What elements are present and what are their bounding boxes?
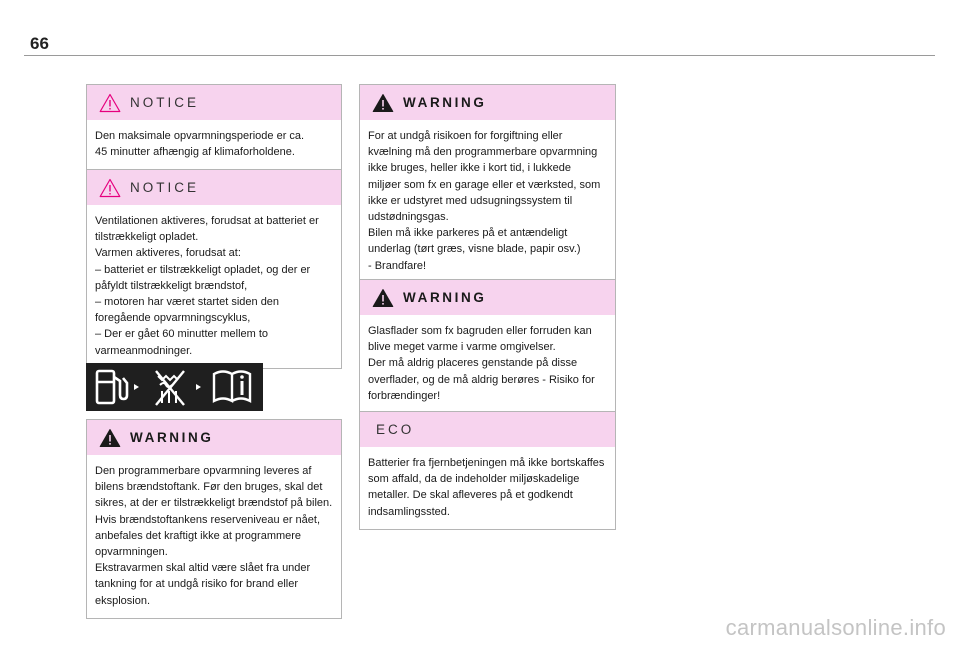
eco-header <box>360 412 615 447</box>
warning-text: Glasflader som fx bagruden eller forruden kan blive meget varme i varme omgivelser. Der må aldrig placeres genstande på disse overflader, og de må aldrig berøres - Risiko for forbrændinger! <box>368 325 595 402</box>
warning-header <box>87 420 341 455</box>
arrow-right-icon <box>134 384 139 390</box>
warning-box <box>86 419 342 619</box>
warning-text: For at undgå risikoen for forgiftning eller kvælning må den programmerbare opvarmning ikke bruges, heller ikke i kort tid, i lukkede miljøer som fx en garage eller et værksted, som ikke er udstyret med udsugningssystem til udstødningsgas. Bilen må ikke parkeres på et antændeligt underlag (tørt græs, visne blade, papir osv.) - Brandfare! <box>368 130 601 272</box>
notice-header <box>87 170 341 205</box>
warning-triangle-icon <box>372 288 394 308</box>
warning-text: Den programmerbare opvarmning leveres af bilens brændstoftank. Før den bruges, skal det sikres, at der er tilstrækkeligt brændstof på bilen. Hvis brændstoftankens reserveniveau er nået, anbefales det kraftigt ikke at programmere opvarmningen. Ekstravarmen skal altid være slået fra under tankning for at undgå risiko for brand eller eksplosion. <box>95 465 333 607</box>
eco-heading: ECO <box>376 422 415 437</box>
notice-warning-triangle-icon <box>99 178 121 198</box>
warning-box <box>359 84 616 284</box>
warning-header <box>360 280 615 315</box>
no-heating-icon <box>156 371 184 405</box>
notice-header <box>87 85 341 120</box>
notice-box <box>86 169 342 369</box>
notice-warning-triangle-icon <box>99 93 121 113</box>
notice-text: Den maksimale opvarmningsperiode er ca. 45 minutter afhængig af klimaforholdene. <box>95 130 305 159</box>
page-number: 66 <box>30 34 49 53</box>
warning-triangle-icon <box>372 93 394 113</box>
warning-heading: WARNING <box>403 290 487 305</box>
notice-box <box>86 84 342 170</box>
top-divider <box>24 55 935 56</box>
warning-triangle-icon <box>99 428 121 448</box>
warning-heading: WARNING <box>130 430 214 445</box>
warning-header <box>360 85 615 120</box>
eco-text: Batterier fra fjernbetjeningen må ikke bortskaffes som affald, da de indeholder miljøskadelige metaller. De skal afleveres på et godkendt indsamlingssted. <box>368 457 605 518</box>
warning-box <box>359 279 616 414</box>
notice-text: Ventilationen aktiveres, forudsat at batteriet er tilstrækkeligt opladet. Varmen aktiveres, forudsat at: – batteriet er tilstrækkeligt opladet, og der er påfyldt tilstrækkeligt brændstof, – motoren har været startet siden den foregående opvarmningscyklus, – Der er gået 60 minutter mellem to varmeanmodninger. <box>95 215 319 357</box>
notice-heading: NOTICE <box>130 180 200 195</box>
manual-book-icon <box>214 372 250 402</box>
heating-info-icon-strip <box>86 363 263 411</box>
eco-box <box>359 411 616 530</box>
watermark-link[interactable]: carmanualsonline.info <box>725 615 946 640</box>
notice-heading: NOTICE <box>130 95 200 110</box>
arrow-right-icon <box>196 384 201 390</box>
fuel-pump-icon <box>97 371 127 403</box>
warning-heading: WARNING <box>403 95 487 110</box>
